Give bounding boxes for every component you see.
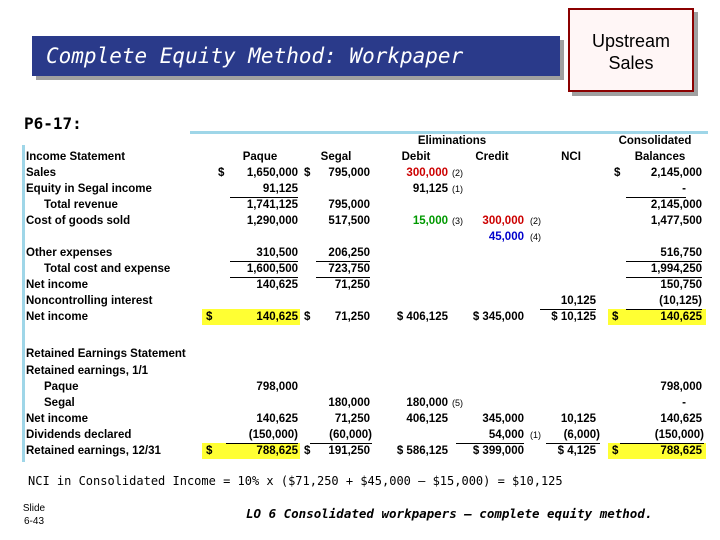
cell-dollar: $: [304, 311, 311, 323]
header-consolidated: Consolidated: [618, 135, 692, 147]
header-debit: Debit: [401, 151, 431, 163]
slide-number-value: 6-43: [23, 516, 44, 527]
accent-line-vertical: [22, 145, 25, 462]
nci-calculation-note: NCI in Consolidated Income = 10% x ($71,250 + $45,000 – $15,000) = $10,125: [28, 474, 563, 488]
row-label: Dividends declared: [26, 429, 132, 441]
cell-nci: $ 4,125: [557, 445, 596, 457]
cell-credit: $ 345,000: [472, 311, 524, 323]
header-retained-earnings-statement: Retained Earnings Statement: [26, 348, 186, 360]
cell-dollar: $: [304, 167, 311, 179]
cell-consolidated: 1,994,250: [626, 261, 702, 278]
cell-dollar: $: [218, 167, 225, 179]
cell-paque: 1,600,500: [230, 261, 298, 278]
row-label: Net income: [26, 279, 88, 291]
cell-paque: 140,625: [256, 413, 298, 425]
cell-consolidated: 1,477,500: [650, 215, 702, 227]
cell-paque: 140,625: [256, 311, 298, 323]
row-label: Equity in Segal income: [26, 183, 152, 195]
row-label: Segal: [44, 397, 75, 409]
cell-consolidated: 2,145,000: [650, 199, 702, 211]
header-eliminations: Eliminations: [417, 135, 487, 147]
ref-debit: (1): [452, 184, 463, 194]
cell-debit: 180,000: [406, 397, 448, 409]
slide-number: [16, 502, 52, 528]
ref-debit: (2): [452, 168, 463, 178]
cell-segal: 191,250: [328, 445, 370, 457]
cell-consolidated: 140,625: [660, 311, 702, 323]
cell-consolidated: (10,125): [626, 293, 702, 310]
cell-segal: 71,250: [334, 413, 370, 425]
cell-credit: $ 399,000: [472, 445, 524, 457]
ref-credit: (2): [530, 216, 541, 226]
cell-consolidated: 150,750: [660, 279, 702, 291]
cell-debit: 300,000: [406, 167, 448, 179]
cell-dollar: $: [304, 445, 311, 457]
header-segal: Segal: [320, 151, 352, 163]
row-label: Sales: [26, 167, 57, 179]
cell-consolidated: 798,000: [660, 381, 702, 393]
cell-credit: 300,000: [482, 215, 524, 227]
cell-debit: $ 586,125: [396, 445, 448, 457]
cell-dollar: $: [206, 445, 213, 457]
row-label: Total cost and expense: [44, 263, 171, 275]
cell-consolidated: (150,000): [620, 427, 704, 444]
cell-debit: 406,125: [406, 413, 448, 425]
cell-debit: $ 406,125: [396, 311, 448, 323]
cell-segal: 795,000: [328, 167, 370, 179]
cell-paque: 798,000: [256, 381, 298, 393]
row-label: Total revenue: [44, 199, 118, 211]
cell-segal: 180,000: [328, 397, 370, 409]
cell-debit: 15,000: [412, 215, 448, 227]
cell-consolidated: 516,750: [626, 245, 702, 262]
cell-dollar: $: [206, 311, 213, 323]
cell-dollar: $: [612, 445, 619, 457]
cell-nci: 10,125: [560, 413, 596, 425]
cell-paque: 1,650,000: [246, 167, 298, 179]
cell-credit: 45,000: [488, 231, 524, 243]
cell-paque: 310,500: [230, 245, 298, 262]
header-nci: NCI: [561, 151, 581, 163]
row-label: Net income: [26, 413, 88, 425]
cell-consolidated: 788,625: [660, 445, 702, 457]
learning-objective: LO 6 Consolidated workpapers – complete equity method.: [246, 506, 653, 521]
cell-segal: 795,000: [328, 199, 370, 211]
ref-debit: (3): [452, 216, 463, 226]
ref-credit: (1): [530, 430, 541, 440]
cell-paque: 91,125: [230, 181, 298, 198]
upstream-label: Upstream Sales: [591, 31, 671, 73]
cell-credit: 54,000: [456, 427, 524, 444]
row-label: Other expenses: [26, 247, 113, 259]
cell-nci: (6,000): [546, 427, 600, 444]
cell-dollar: $: [612, 311, 619, 323]
header-paque: Paque: [242, 151, 278, 163]
cell-consolidated: -: [682, 397, 686, 409]
ref-credit: (4): [530, 232, 541, 242]
problem-label: P6-17:: [24, 114, 82, 133]
slide-title: Complete Equity Method: Workpaper: [46, 44, 464, 68]
cell-debit: 91,125: [412, 183, 448, 195]
cell-nci: 10,125: [540, 293, 596, 310]
cell-segal: 517,500: [328, 215, 370, 227]
cell-consolidated: -: [626, 181, 686, 198]
cell-credit: 345,000: [482, 413, 524, 425]
cell-consolidated: 2,145,000: [650, 167, 702, 179]
cell-segal: 71,250: [334, 311, 370, 323]
cell-segal: 723,750: [316, 261, 370, 278]
cell-paque: 1,741,125: [246, 199, 298, 211]
row-label: Retained earnings, 12/31: [26, 445, 161, 457]
cell-paque: 140,625: [256, 279, 298, 291]
cell-dollar: $: [614, 167, 621, 179]
row-label: Net income: [26, 311, 88, 323]
row-label: Noncontrolling interest: [26, 295, 153, 307]
row-label: Retained earnings, 1/1: [26, 365, 149, 377]
header-income-statement: Income Statement: [26, 151, 126, 163]
cell-nci: $ 10,125: [551, 311, 596, 323]
cell-paque: (150,000): [226, 427, 298, 444]
cell-segal: 71,250: [334, 279, 370, 291]
row-label: Paque: [44, 381, 79, 393]
slide-label: Slide: [22, 503, 46, 514]
ref-debit: (5): [452, 398, 463, 408]
cell-paque: 788,625: [256, 445, 298, 457]
cell-consolidated: 140,625: [660, 413, 702, 425]
cell-segal: 206,250: [316, 245, 370, 262]
cell-paque: 1,290,000: [246, 215, 298, 227]
cell-segal: (60,000): [310, 427, 372, 444]
header-balances: Balances: [634, 151, 686, 163]
header-credit: Credit: [475, 151, 509, 163]
row-label: Cost of goods sold: [26, 215, 131, 227]
